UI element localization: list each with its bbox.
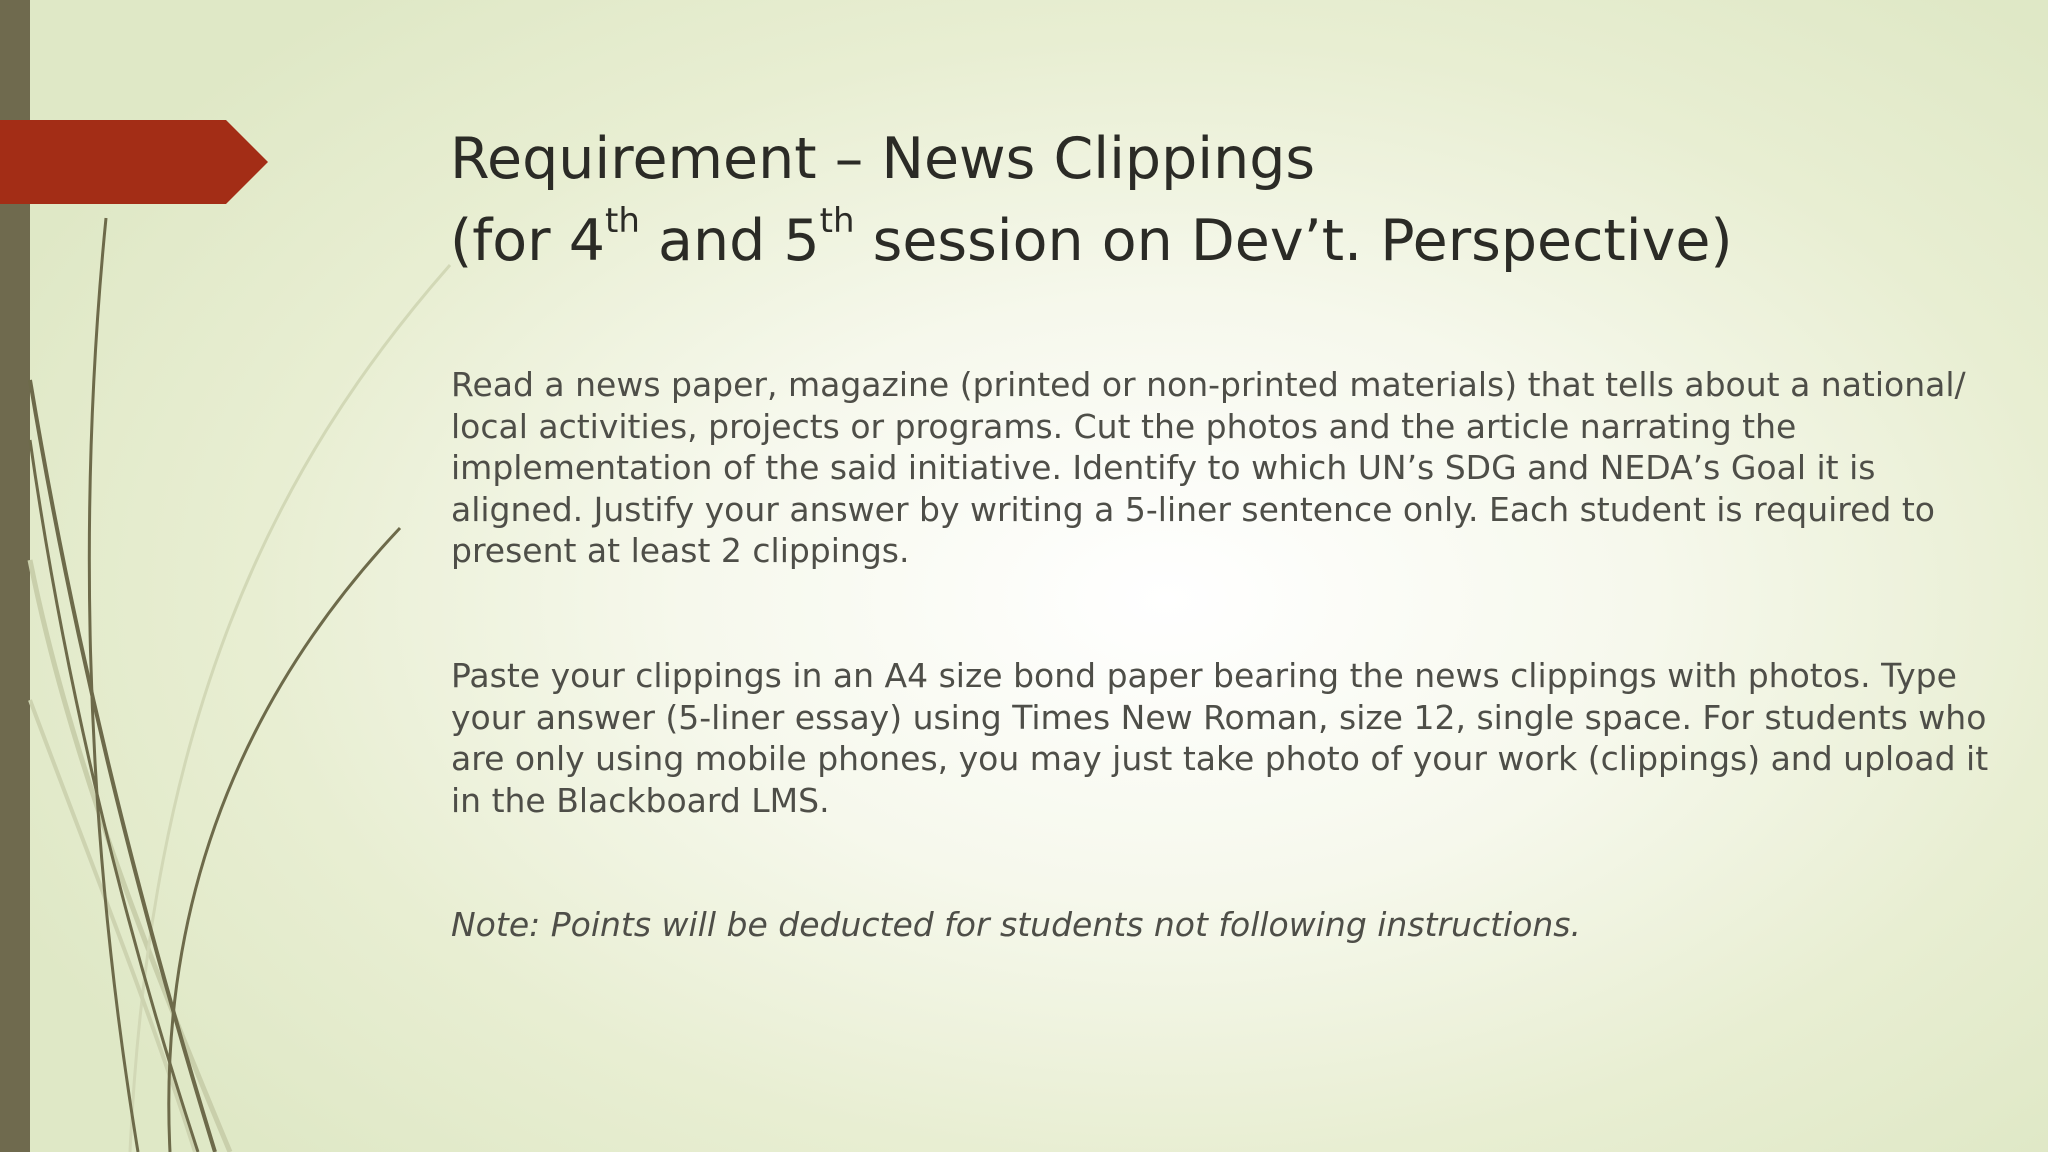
red-arrow-accent bbox=[0, 120, 268, 204]
dark-stem bbox=[169, 528, 400, 1152]
title-line-1: Requirement – News Clippings bbox=[450, 126, 1316, 192]
submission-paragraph: Paste your clippings in an A4 size bond paper bearing the news clippings with photos. Type your answer (5-liner essay) using Times New Roman, size 12, single space. For students who are only using mobile phones, you may just take photo of your work (clippings) and upload it in the Blackboard LMS. bbox=[451, 656, 1989, 820]
instructions-paragraph: Read a news paper, magazine (printed or non-printed materials) that tells about a national/ local activities, projects or programs. Cut the photos and the article narrating the implementation of the said initiative. Identify to which UN’s SDG and NEDA’s Goal it is aligned. Justify your answer by writing a 5-liner sentence only. Each student is required to present at least 2 clippings. bbox=[451, 365, 1966, 570]
title-line-2: (for 4th and 5th session on Dev’t. Perspective) bbox=[450, 201, 1733, 274]
dark-stem bbox=[89, 218, 138, 1152]
dark-stem bbox=[30, 440, 198, 1152]
note-text: Note: Points will be deducted for students not following instructions. bbox=[451, 905, 1581, 944]
slide-title bbox=[450, 118, 2010, 282]
dark-stem bbox=[30, 380, 215, 1152]
